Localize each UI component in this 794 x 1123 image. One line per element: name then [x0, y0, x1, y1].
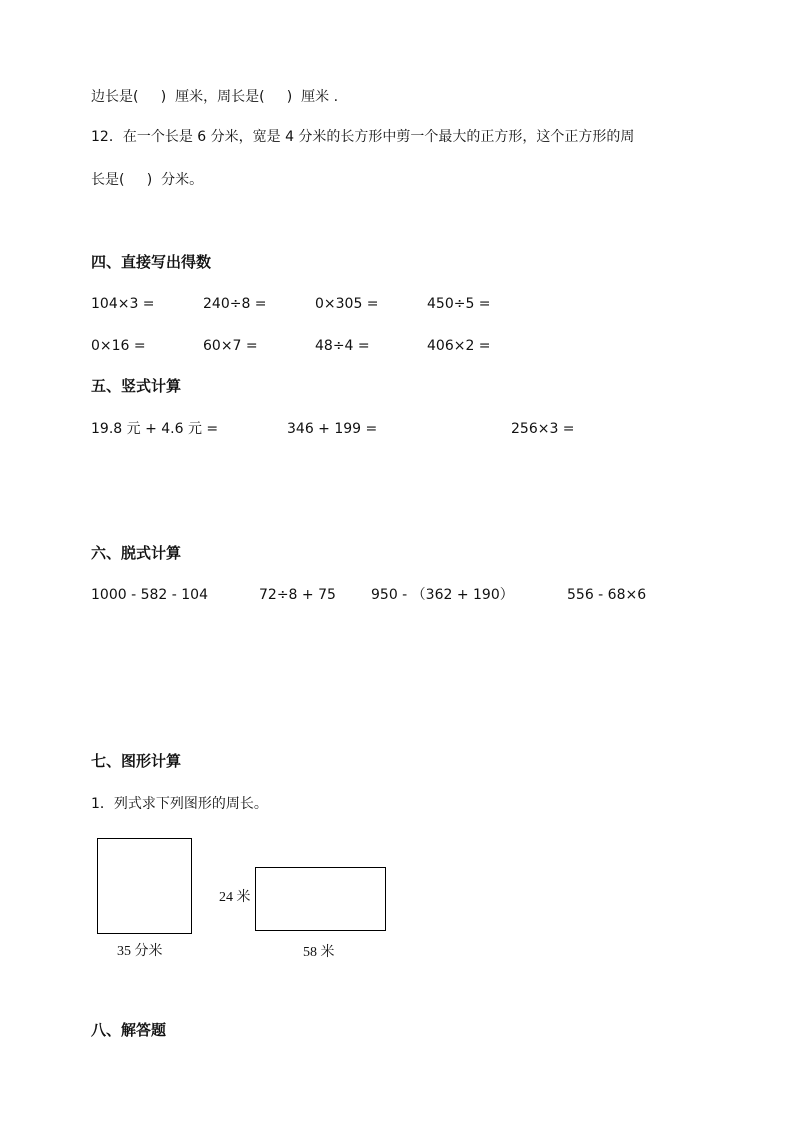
section-4-title: 四、直接写出得数: [91, 253, 212, 271]
stepwise-calc-item: 1000 - 582 - 104: [91, 587, 208, 603]
square-side-label: 35 分米: [117, 944, 163, 959]
vertical-calc-item: 256×3 =: [511, 421, 575, 437]
question-1-prompt: 1．列式求下列图形的周长。: [91, 796, 268, 812]
stepwise-calc-item: 556 - 68×6: [567, 587, 647, 603]
vertical-calc-item: 19.8 元 + 4.6 元 =: [91, 421, 219, 437]
question-12-line2: 长是( ) 分米。: [91, 172, 204, 188]
section-8-title: 八、解答题: [91, 1021, 167, 1039]
vertical-calc-item: 346 + 199 =: [287, 421, 378, 437]
rectangle-figure: [255, 867, 386, 931]
stepwise-calc-item: 950 - （362 + 190）: [371, 587, 514, 603]
rectangle-height-label: 24 米: [219, 890, 251, 905]
question-12-line1: 12．在一个长是 6 分米，宽是 4 分米的长方形中剪一个最大的正方形，这个正方形的周: [91, 129, 635, 145]
square-figure: [97, 838, 192, 934]
oral-calc-item: 450÷5 =: [427, 296, 491, 312]
oral-calc-item: 60×7 =: [203, 338, 258, 354]
oral-calc-item: 48÷4 =: [315, 338, 370, 354]
section-5-title: 五、竖式计算: [91, 377, 182, 395]
section-7-title: 七、图形计算: [91, 752, 182, 770]
fill-blank-side-perimeter: 边长是( ) 厘米，周长是( ) 厘米 .: [91, 89, 339, 105]
rectangle-width-label: 58 米: [303, 945, 335, 960]
oral-calc-item: 0×305 =: [315, 296, 379, 312]
oral-calc-item: 406×2 =: [427, 338, 491, 354]
oral-calc-item: 240÷8 =: [203, 296, 267, 312]
stepwise-calc-item: 72÷8 + 75: [259, 587, 336, 603]
oral-calc-item: 0×16 =: [91, 338, 146, 354]
section-6-title: 六、脱式计算: [91, 544, 182, 562]
oral-calc-item: 104×3 =: [91, 296, 155, 312]
